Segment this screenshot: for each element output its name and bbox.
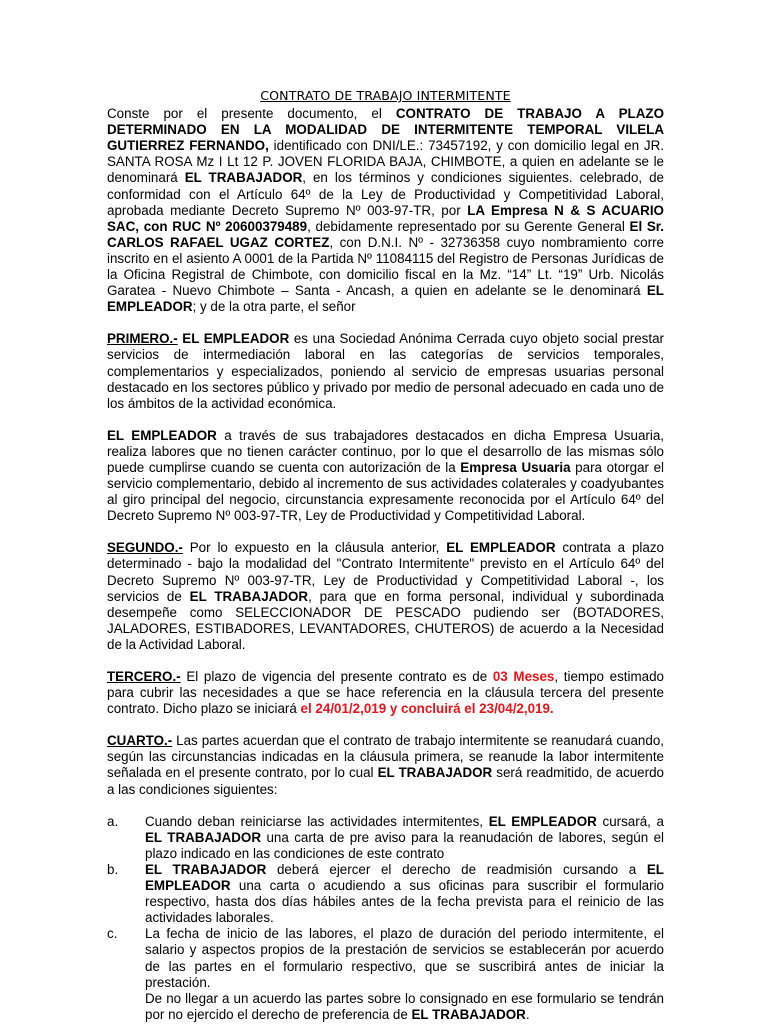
manager-name: El Sr. CARLOS RAFAEL UGAZ CORTEZ bbox=[107, 218, 665, 250]
list-item-text bbox=[145, 991, 664, 1023]
trabajador-term: EL TRABAJADOR bbox=[377, 765, 493, 781]
list-item bbox=[107, 814, 664, 862]
clause-text: El plazo de vigencia del presente contrato es de bbox=[180, 669, 493, 684]
clause-primero bbox=[107, 331, 664, 411]
company-name: LA Empresa N & S ACUARIO SAC, con RUC Nº 20600379489 bbox=[107, 202, 664, 234]
intro-text: , en los términos y condiciones siguientes. celebrado, de conformidad con el Artículo 64º de la Ley de Productividad y Competitividad Laboral, aprobada mediante Decreto Supremo Nº 003-97-TR, por bbox=[107, 170, 664, 218]
clause-label: SEGUNDO.- bbox=[107, 540, 183, 556]
item-text: Cuando deban reiniciarse las actividades intermitentes, bbox=[145, 813, 489, 829]
list-item-label: a. bbox=[107, 813, 119, 829]
clause-label: CUARTO.- bbox=[107, 733, 173, 749]
trabajador-term: EL TRABAJADOR bbox=[411, 1006, 526, 1022]
clause-cuarto bbox=[107, 733, 664, 797]
clause-text: Las partes acuerdan que el contrato de trabajo intermitente se reanudará cuando, según las circunstancias indicadas en la cláusula primera, se reanude la labor intermitente señalada en el presente contrato, por lo cual bbox=[107, 733, 664, 781]
clause-text: Por lo expuesto en la cláusula anterior, bbox=[182, 540, 447, 556]
item-text: deberá ejercer el derecho de readmisión cursando a bbox=[266, 861, 647, 877]
intro-text: identificado con DNI/LE.: 73457192, y con domicilio legal en JR. SANTA ROSA Mz I Lt 12 P. JOVEN FLORIDA BAJA, CHIMBOTE, a quien en adelante se le denominará bbox=[107, 138, 664, 186]
trabajador-term: EL TRABAJADOR bbox=[145, 829, 262, 845]
item-text: una carta de pre aviso para la reanudación de labores, según el plazo indicado en las condiciones de este contrato bbox=[145, 829, 665, 861]
clause-text: , para que en forma personal, individual y subordinada desempeñe como SELECCIONADOR DE PESCADO pudiendo ser (BOTADORES, JALADORES, ESTIBADORES, LEVANTADORES, CHUTEROS) de acuerdo a la Necesidad de la Actividad Laboral. bbox=[107, 588, 664, 652]
clause-text: contrata a plazo determinado - bajo la modalidad del "Contrato Intermitente" previsto en el Artículo 64º del Decreto Supremo Nº 003-97-TR, Ley de Productividad y Competitividad Laboral -, los servicios de bbox=[107, 540, 664, 604]
intro-text: ; y de la otra parte, el señor bbox=[192, 299, 356, 315]
conditions-list bbox=[107, 814, 664, 1023]
empleador-term: EL EMPLEADOR bbox=[446, 540, 556, 556]
list-item-text bbox=[145, 926, 664, 990]
item-text: De no llegar a un acuerdo las partes sobre lo consignado en ese formulario se tendrán por no ejercido el derecho de preferencia de bbox=[145, 990, 664, 1022]
item-text: . bbox=[525, 1006, 530, 1022]
list-item bbox=[107, 926, 664, 1023]
empleador-term: EL EMPLEADOR bbox=[107, 283, 664, 315]
clause-text: para otorgar el servicio complementario, debido al incremento de sus actividades colaterales y coadyubantes al giro principal del negocio, circunstancia expresamente reconocida por el Artículo 64º del Decreto Supremo Nº 003-97-TR, Ley de Productividad y Competitividad Laboral. bbox=[107, 459, 665, 524]
list-item bbox=[107, 862, 664, 926]
intro-text: , debidamente representado por su Gerente General bbox=[307, 218, 630, 234]
duration-value: 03 Meses bbox=[492, 669, 555, 684]
empleador-term: EL EMPLEADOR bbox=[177, 331, 290, 347]
contract-type: CONTRATO DE TRABAJO A PLAZO DETERMINADO EN LA MODALIDAD DE INTERMITENTE TEMPORAL VILELA GUTIERREZ FERNANDO, bbox=[107, 106, 664, 154]
intro-text: , con D.N.I. Nº - 32736358 cuyo nombramiento corre inscrito en el asiento A 0001 de la Partida Nº 11084115 del Registro de Personas Jurídicas de la Oficina Registral de Chimbote, con domicilio fiscal en la Mz. “14” Lt. “19” Urb. Nicolás Garatea - Nuevo Chimbote – Santa - Ancash, a quien en adelante se le denominará bbox=[107, 234, 664, 299]
clause-text: será readmitido, de acuerdo a las condiciones siguientes: bbox=[107, 765, 664, 797]
clause-segundo bbox=[107, 540, 664, 653]
trabajador-term: EL TRABAJADOR bbox=[145, 861, 267, 877]
empleador-term: EL EMPLEADOR bbox=[107, 427, 217, 443]
list-item-text bbox=[145, 862, 664, 926]
trabajador-term: EL TRABAJADOR bbox=[184, 170, 303, 186]
empresa-usuaria-term: Empresa Usuaria bbox=[460, 459, 571, 475]
clause-tercero bbox=[107, 669, 664, 717]
intro-text: Conste por el presente documento, el bbox=[107, 106, 396, 122]
trabajador-term: EL TRABAJADOR bbox=[189, 588, 309, 604]
clause-text: es una Sociedad Anónima Cerrada cuyo objeto social prestar servicios de intermediación laboral en las categorías de servicios temporales, complementarios y especializados, poniendo al servicio de empresas usuarias personal destacado en los sectores público y privado por medio de personal adecuado en cada uno de los ámbitos de la actividad económica. bbox=[107, 331, 664, 411]
empleador-paragraph bbox=[107, 428, 664, 525]
clause-text: , tiempo estimado para cubrir las necesidades a que se hace referencia en la cláusula tercera del presente contrato. Dicho plazo se iniciará bbox=[107, 669, 664, 717]
list-item-label: c. bbox=[107, 926, 118, 942]
intro-paragraph bbox=[107, 106, 664, 315]
clause-text: a través de sus trabajadores destacados en dicha Empresa Usuaria, realiza labores que no tienen carácter continuo, por lo que el desarrollo de las mismas sólo puede cumplirse cuando se cuenta con autorización de la bbox=[107, 427, 664, 475]
item-text: cursará, a bbox=[596, 813, 664, 829]
clause-label: PRIMERO.- bbox=[107, 331, 178, 347]
clause-label: TERCERO.- bbox=[107, 669, 181, 684]
list-item-text bbox=[145, 814, 664, 862]
list-item-label: b. bbox=[107, 861, 119, 877]
document-title: CONTRATO DE TRABAJO INTERMITENTE bbox=[260, 88, 511, 103]
empleador-term: EL EMPLEADOR bbox=[488, 813, 597, 829]
item-text: La fecha de inicio de las labores, el plazo de duración del periodo intermitente, el salario y aspectos propios de la prestación de servicios se establecerán por acuerdo de las partes en el formulario respectivo, que se suscribirá antes de iniciar la prestación. bbox=[145, 926, 664, 990]
item-text: una carta o acudiendo a sus oficinas para suscribir el formulario respectivo, hasta dos días hábiles antes de la fecha prevista para el reinicio de las actividades laborales. bbox=[145, 878, 664, 926]
date-range: el 24/01/2,019 y concluirá el 23/04/2,019. bbox=[300, 701, 554, 717]
empleador-term: EL EMPLEADOR bbox=[145, 861, 664, 894]
